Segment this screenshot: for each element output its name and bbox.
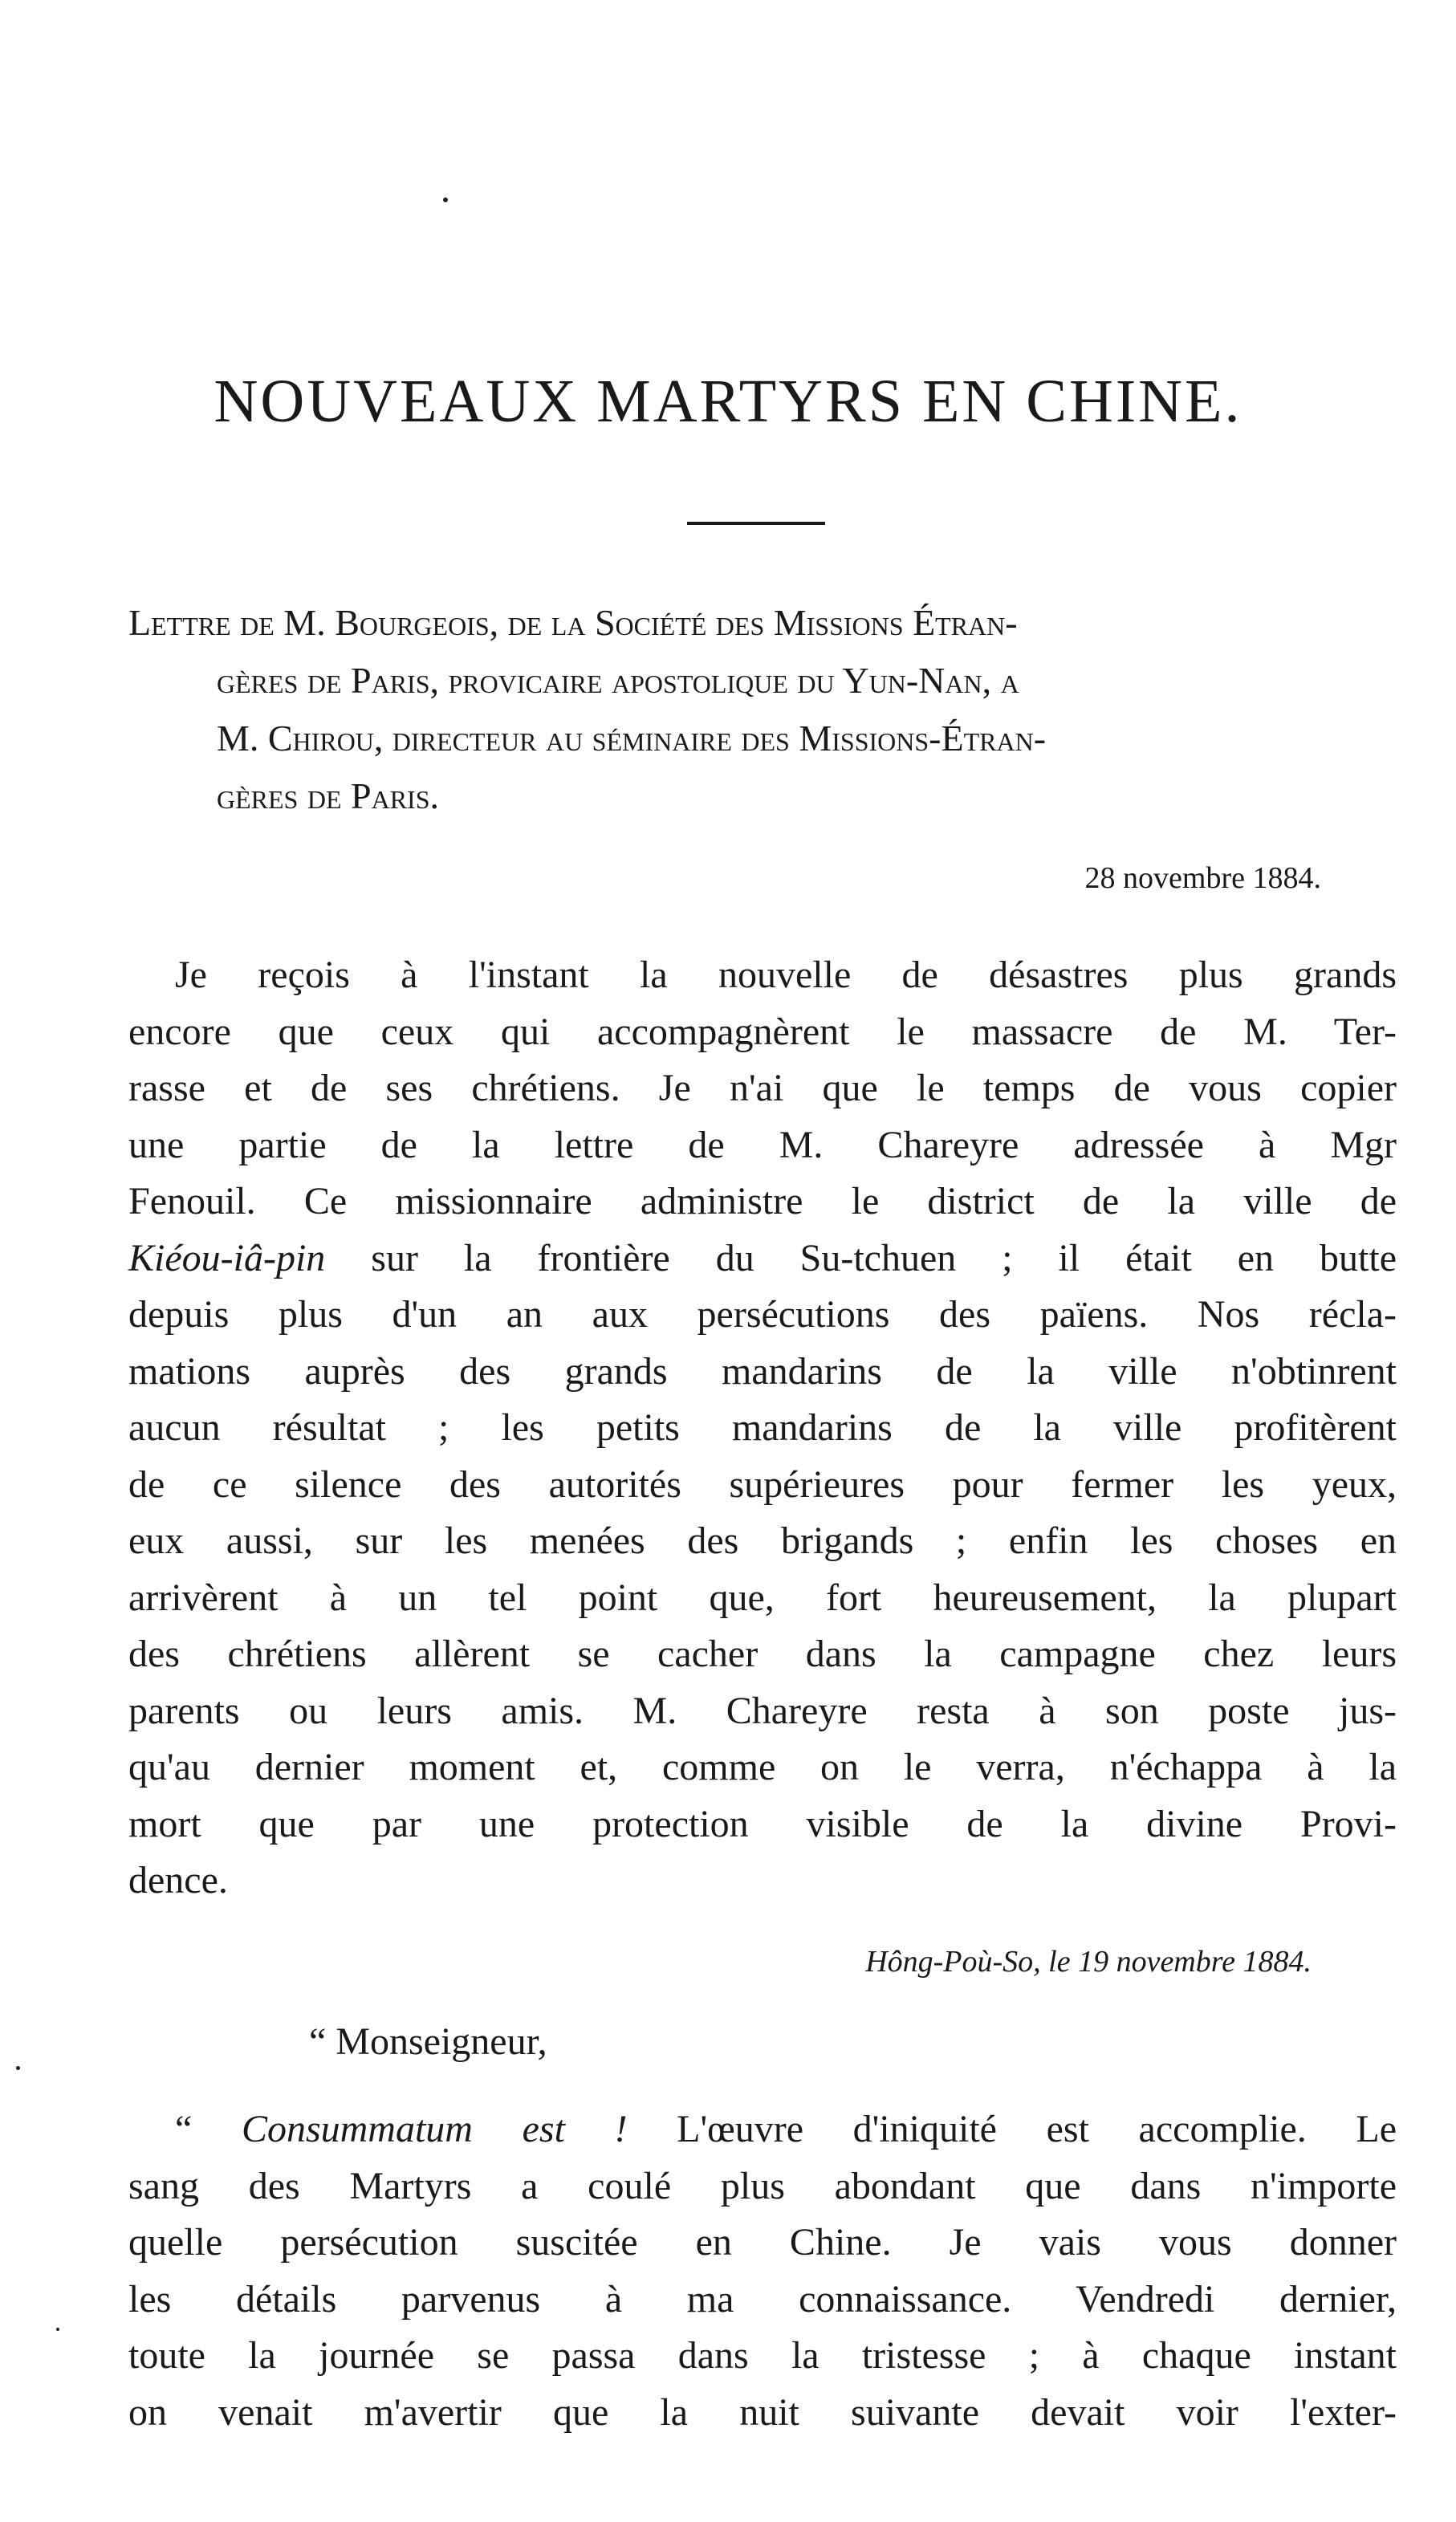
place-name: Kiéou-iâ-pin (128, 1236, 326, 1279)
paragraph-line: parents ou leurs amis. M. Chareyre resta à son poste jus- (128, 1689, 1397, 1732)
paragraph-line: qu'au dernier moment et, comme on le verra, n'échappa à la (128, 1746, 1397, 1788)
paragraph-line: quelle persécution suscitée en Chine. Je vais vous donner (128, 2221, 1397, 2264)
paragraph-line: on venait m'avertir que la nuit suivante devait voir l'exter- (128, 2390, 1397, 2434)
paragraph-line: Je reçois à l'instant la nouvelle de désastres plus grands (175, 954, 1397, 996)
paragraph-line: dence. (128, 1859, 228, 1902)
paragraph-line (128, 2101, 1397, 2158)
paragraph-line: eux aussi, sur les menées des brigands ; enfin les choses en (128, 1519, 1397, 1562)
heading-line: gères de Paris. (217, 775, 439, 816)
letter-date: 28 novembre 1884. (1084, 861, 1321, 895)
heading-line: M. Chirou, directeur au séminaire des Missions-Étran- (217, 718, 1047, 759)
salutation: “ Monseigneur, (309, 2020, 547, 2063)
paragraph-line: encore que ceux qui accompagnèrent le massacre de M. Ter- (128, 1010, 1397, 1053)
paragraph-line: sang des Martyrs a coulé plus abondant que dans n'importe (128, 2164, 1397, 2207)
paragraph-line: mations auprès des grands mandarins de la ville n'obtinrent (128, 1349, 1397, 1393)
paragraph-line: de ce silence des autorités supérieures pour fermer les yeux, (128, 1462, 1397, 1506)
line-text: sur la frontière du Su-tchuen ; il était en butte (371, 1236, 1397, 1279)
paragraph-line: les détails parvenus à ma connaissance. Vendredi dernier, (128, 2277, 1397, 2321)
paragraph-line: des chrétiens allèrent se cacher dans la campagne chez leurs (128, 1633, 1397, 1675)
scan-speck (56, 2328, 59, 2331)
paragraph-line: rasse et de ses chrétiens. Je n'ai que le temps de vous copier (128, 1067, 1397, 1109)
paragraph-line: depuis plus d'un an aux persécutions des païens. Nos récla- (128, 1293, 1397, 1336)
letter-place-date: Hông-Poù-So, le 19 novembre 1884. (865, 1945, 1312, 1979)
line-text: L'œuvre d'iniquité est accomplie. Le (677, 2108, 1397, 2150)
paragraph-line: mort que par une protection visible de la divine Provi- (128, 1802, 1397, 1845)
paragraph-line (128, 1230, 1397, 1287)
scan-speck (16, 2066, 20, 2070)
heading-line: Lettre de M. Bourgeois, de la Société des Missions Étran- (128, 602, 1018, 643)
intro-paragraph (128, 947, 1397, 1910)
letter-heading (128, 594, 1397, 825)
paragraph-line: arrivèrent à un tel point que, fort heureusement, la plupart (128, 1576, 1397, 1619)
title-divider (687, 522, 825, 525)
paragraph-line: toute la journée se passa dans la tristesse ; à chaque instant (128, 2334, 1397, 2377)
article-title: NOUVEAUX MARTYRS EN CHINE. (214, 368, 1242, 435)
latin-phrase: Consummatum est ! (241, 2108, 628, 2150)
heading-line: gères de Paris, provicaire apostolique du Yun-Nan, a (217, 660, 1019, 701)
letter-paragraph (128, 2101, 1397, 2441)
open-quote: “ (175, 2108, 193, 2150)
paragraph-line: Fenouil. Ce missionnaire administre le district de la ville de (128, 1180, 1397, 1222)
paragraph-line: aucun résultat ; les petits mandarins de la ville profitèrent (128, 1406, 1397, 1449)
scan-speck (443, 197, 448, 202)
paragraph-line: une partie de la lettre de M. Chareyre adressée à Mgr (128, 1123, 1397, 1166)
